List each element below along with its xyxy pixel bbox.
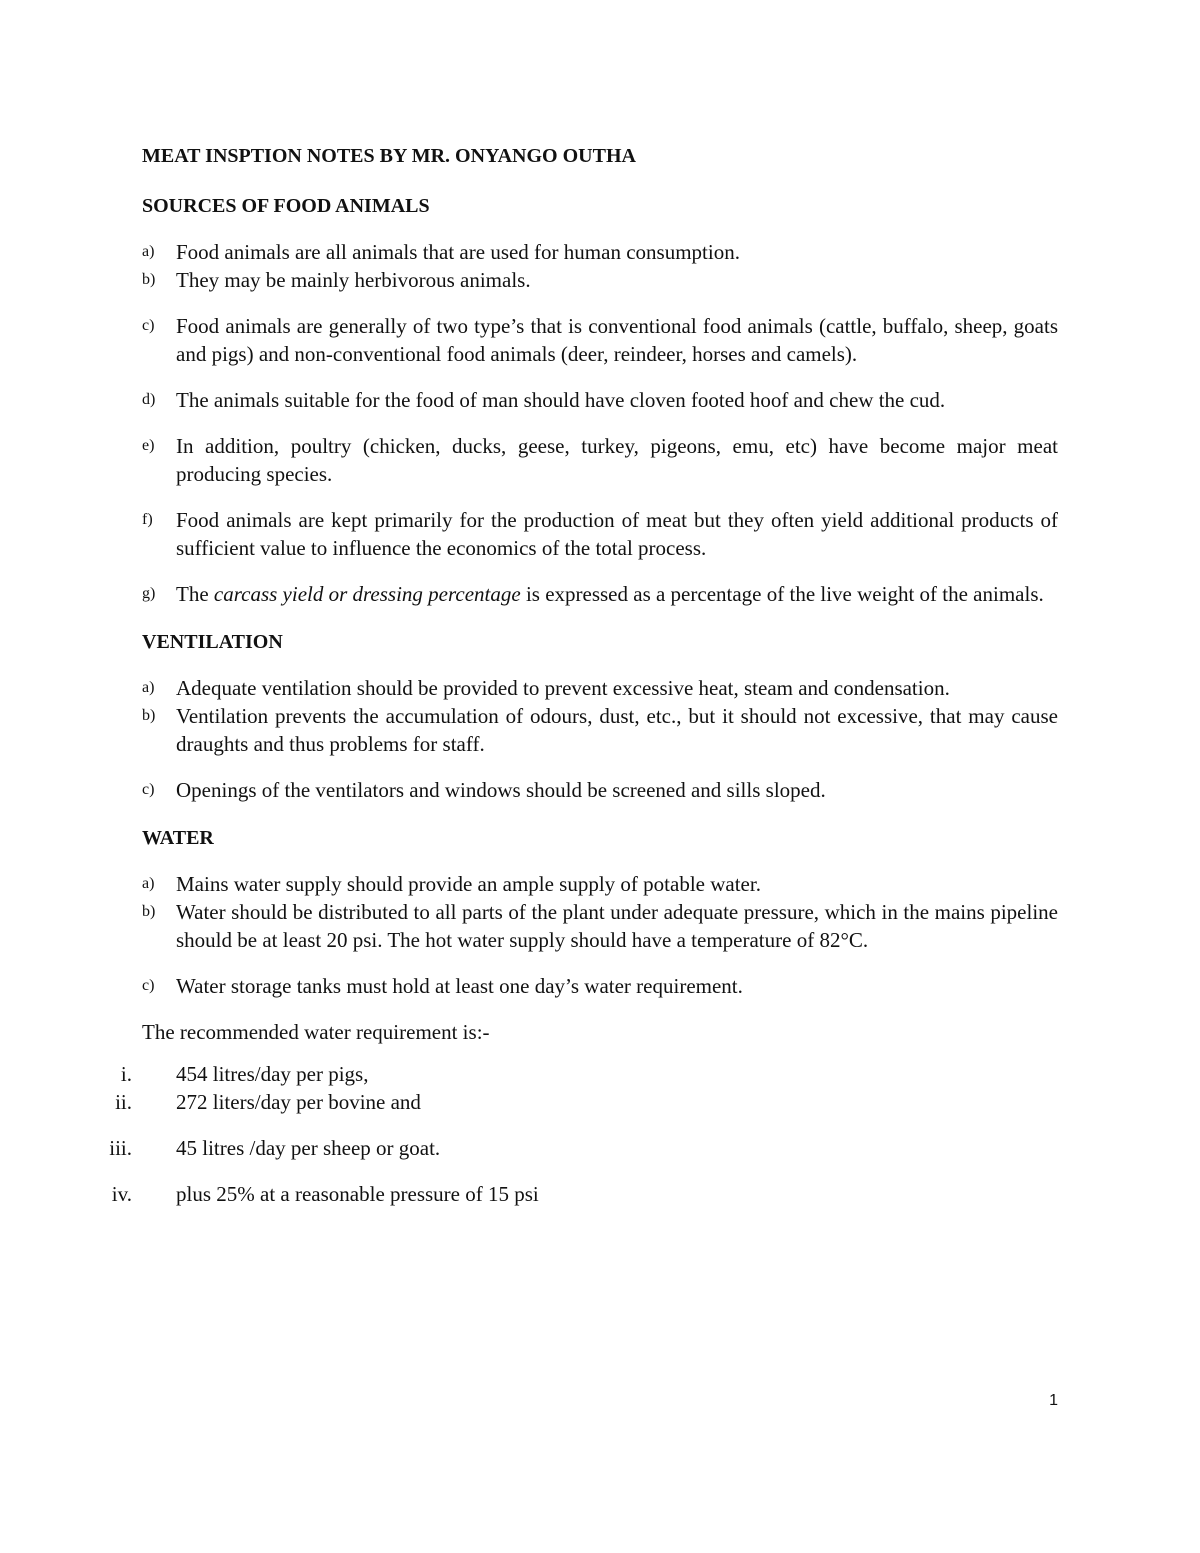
list-item-text: 45 litres /day per sheep or goat. [176, 1136, 441, 1160]
list-item [111, 1180, 1058, 1208]
list-item [142, 238, 1058, 266]
roman-marker: i. [120, 1062, 132, 1086]
list-item [142, 506, 1058, 562]
list-item [142, 972, 1058, 1000]
list-item [142, 898, 1058, 954]
list-item [142, 776, 1058, 804]
list-item [142, 870, 1058, 898]
requirement-list [109, 1060, 1058, 1208]
list-item [109, 1134, 1058, 1162]
list-item-text: Food animals are generally of two type’s that is conventional food animals (cattle, buffalo, sheep, goats and pigs) and non-conventional food animals (deer, reindeer, horses and camels). [176, 314, 1058, 366]
list-item-text: Water should be distributed to all parts of the plant under adequate pressure, which in the mains pipeline should be at least 20 psi. The hot water supply should have a temperature of 82°C. [176, 900, 1058, 952]
roman-marker: iii. [109, 1136, 132, 1160]
list-marker: a) [142, 875, 155, 892]
list-item [120, 1060, 1058, 1088]
list-item-text: In addition, poultry (chicken, ducks, geese, turkey, pigeons, emu, etc) have become major meat producing species. [176, 434, 1058, 486]
water-list [142, 870, 1058, 1000]
list-item-text-pre: The [176, 582, 214, 606]
list-marker: e) [142, 437, 155, 454]
list-marker: b) [142, 271, 156, 288]
list-item-text-post: is expressed as a percentage of the live weight of the animals. [520, 582, 1044, 606]
list-marker: b) [142, 707, 156, 724]
list-item-text: Openings of the ventilators and windows should be screened and sills sloped. [176, 778, 826, 802]
list-marker: a) [142, 679, 155, 696]
roman-marker: iv. [111, 1182, 132, 1206]
list-item [142, 702, 1058, 758]
roman-marker: ii. [115, 1090, 132, 1114]
list-item [142, 432, 1058, 488]
list-item-text: Water storage tanks must hold at least one day’s water requirement. [176, 974, 743, 998]
list-item [142, 386, 1058, 414]
list-item-text: 454 litres/day per pigs, [176, 1062, 369, 1086]
section-heading-water: WATER [142, 827, 214, 849]
list-item-text: They may be mainly herbivorous animals. [176, 268, 531, 292]
list-item [142, 266, 1058, 294]
list-marker: a) [142, 243, 155, 260]
list-item-text: Food animals are all animals that are used for human consumption. [176, 240, 740, 264]
sources-list [142, 238, 1058, 608]
list-item-text: Adequate ventilation should be provided to prevent excessive heat, steam and condensation. [176, 676, 950, 700]
section-heading-ventilation: VENTILATION [142, 631, 283, 653]
list-item-text: Mains water supply should provide an ample supply of potable water. [176, 872, 761, 896]
list-item-text: The animals suitable for the food of man should have cloven footed hoof and chew the cud. [176, 388, 946, 412]
list-item-text: 272 liters/day per bovine and [176, 1090, 421, 1114]
list-item [142, 580, 1058, 608]
list-marker: f) [142, 511, 153, 528]
list-item [142, 674, 1058, 702]
page-number: 1 [1049, 1392, 1058, 1409]
list-marker: d) [142, 391, 156, 408]
list-marker: c) [142, 977, 155, 994]
section-heading-sources: SOURCES OF FOOD ANIMALS [142, 195, 430, 217]
document-title: MEAT INSPTION NOTES BY MR. ONYANGO OUTHA [142, 145, 636, 167]
list-marker: c) [142, 781, 155, 798]
list-marker: c) [142, 317, 155, 334]
emphasized-term: carcass yield or dressing percentage [213, 582, 521, 606]
list-item-text: plus 25% at a reasonable pressure of 15 psi [176, 1182, 539, 1206]
ventilation-list [142, 674, 1058, 804]
requirement-intro: The recommended water requirement is:- [142, 1020, 490, 1044]
list-item-text: Ventilation prevents the accumulation of odours, dust, etc., but it should not excessive, that may cause draughts and thus problems for staff. [176, 704, 1058, 756]
list-marker: b) [142, 903, 156, 920]
page-content [109, 142, 1058, 1208]
list-item-text: Food animals are kept primarily for the production of meat but they often yield additional products of sufficient value to influence the economics of the total process. [176, 508, 1058, 560]
list-item [115, 1088, 1058, 1116]
list-marker: g) [142, 585, 156, 602]
list-item [142, 312, 1058, 368]
